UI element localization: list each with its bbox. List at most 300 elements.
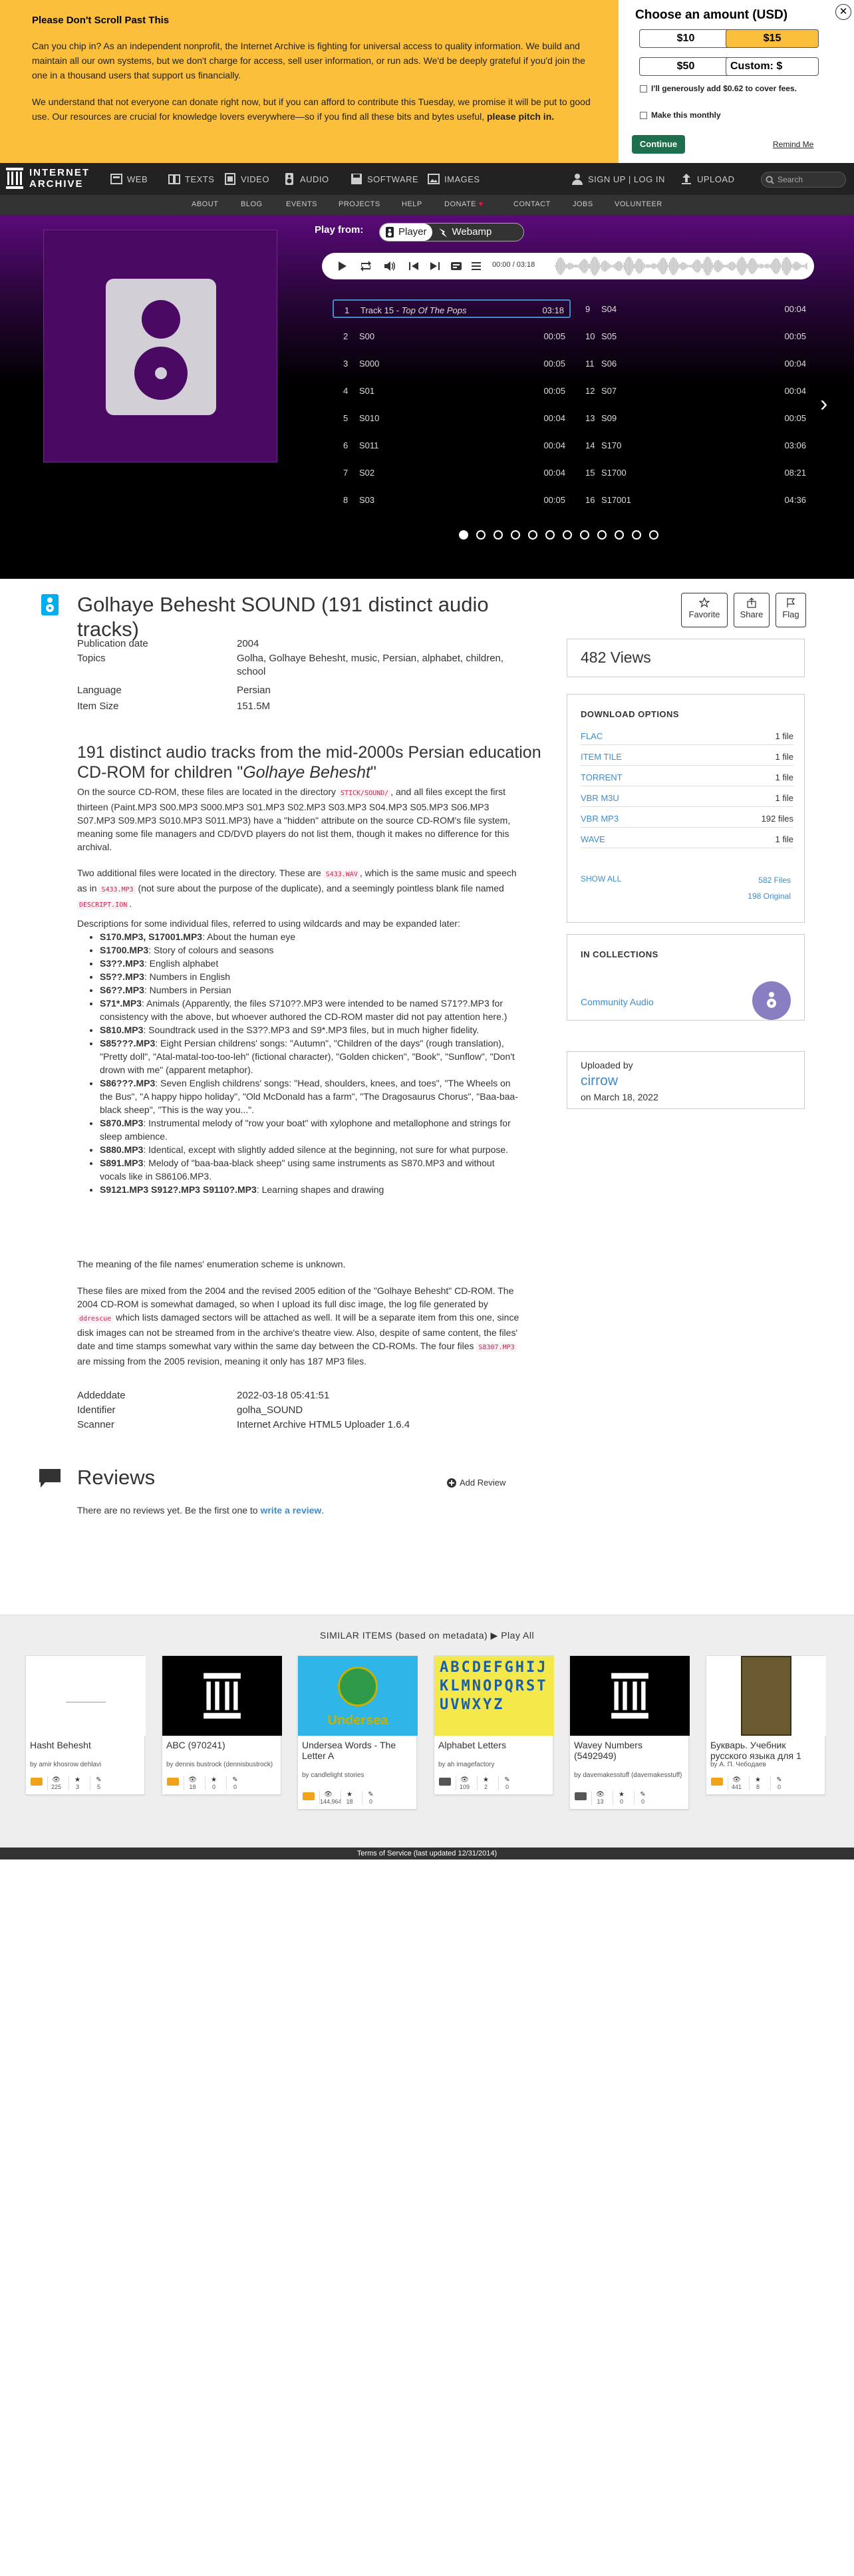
track-number: 6 (343, 440, 349, 450)
download-format-link[interactable]: ITEM TILE (581, 752, 622, 762)
cover-fees-checkbox[interactable] (640, 85, 647, 92)
carousel-dot[interactable] (511, 530, 520, 540)
waveform-bar (560, 257, 561, 275)
waveform-bar (604, 260, 605, 271)
track-title: Track 15 - Top Of The Pops (360, 305, 467, 315)
waveform-bar (754, 260, 755, 273)
track-row[interactable] (333, 327, 571, 345)
star-icon (699, 597, 710, 608)
waveform-bar (674, 258, 675, 275)
subnav-donate[interactable]: DONATE ♥ (444, 200, 484, 208)
similar-item-card[interactable] (162, 1655, 281, 1795)
total-files-link[interactable]: 582 Files (758, 876, 791, 885)
stat-count: 13 (597, 1798, 604, 1805)
search-icon (766, 176, 774, 184)
stat-count: 109 (459, 1784, 470, 1790)
track-duration: 00:05 (543, 386, 565, 396)
waveform-bar (709, 257, 710, 274)
similar-item-stats (302, 1791, 379, 1805)
favorite-button[interactable]: Favorite (681, 593, 728, 627)
favorites-icon: ★ (619, 1791, 625, 1798)
monthly-label: Make this monthly (651, 110, 721, 120)
waveform-bar (790, 262, 791, 271)
play-icon[interactable] (335, 259, 349, 273)
floppy-disk-icon (350, 172, 363, 186)
carousel-dot[interactable] (615, 530, 624, 540)
film-mediatype-icon (166, 1776, 180, 1790)
waveform-bar (773, 260, 774, 272)
close-icon[interactable]: ✕ (835, 4, 851, 20)
track-duration: 00:04 (543, 440, 565, 450)
download-option-row[interactable] (581, 728, 793, 745)
similar-item-card[interactable] (569, 1655, 689, 1810)
nav-video[interactable]: VIDEO (223, 172, 269, 186)
waveform-bar (633, 263, 634, 268)
carousel-dot[interactable] (494, 530, 503, 540)
uploader-link[interactable]: cirrow (581, 1073, 618, 1088)
book-icon (168, 172, 181, 186)
favorites-icon: ★ (74, 1776, 80, 1784)
previous-track-icon[interactable] (407, 259, 420, 273)
playback-time: 00:00 / 03:18 (492, 261, 535, 269)
reviews-icon: ✎ (504, 1776, 510, 1784)
waveform-bar (601, 263, 602, 269)
file-description-item: • S5??.MP3: Numbers in English (100, 970, 523, 983)
waveform-bar (564, 262, 565, 271)
download-option-row[interactable] (581, 831, 793, 848)
waveform-bar (765, 264, 766, 267)
track-row[interactable] (333, 463, 571, 482)
remind-me-link[interactable]: Remind Me (773, 140, 814, 149)
file-description-item: • S71*.MP3: Animals (Apparently, the files S710??.MP3 were intended to be named S71??.MP3 for consistency with the above, but whoever authored the CD-ROM master did not pay attention here.) (100, 997, 523, 1023)
reviews-icon: ✎ (96, 1776, 102, 1784)
file-description-item: • S85???.MP3: Eight Persian childrens' songs: "Autumn", "Children of the days" (rough translation), "Pretty doll", "Atal-matal-too-too-leh" (fictional character), "Golden chicken", "Book", "Sunflow", "Don't drown with me" (apparent metaphor). (100, 1037, 523, 1076)
item-title: Golhaye Behesht SOUND (191 distinct audio tracks) (77, 593, 489, 641)
similar-item-stats (710, 1776, 787, 1790)
track-duration: 00:05 (543, 495, 565, 505)
track-row[interactable] (575, 408, 811, 427)
track-number: 12 (585, 386, 595, 396)
similar-item-title[interactable]: ABC (970241) (166, 1740, 225, 1750)
download-option-row[interactable] (581, 769, 793, 786)
stat-count: 0 (777, 1784, 781, 1790)
book-mediatype-icon (710, 1776, 724, 1790)
subnav-events[interactable]: EVENTS (286, 200, 318, 208)
waveform-bar (608, 263, 609, 269)
description-paragraph-3: Descriptions for some individual files, referred to using wildcards and may be expanded later: (77, 918, 460, 929)
carousel-dot[interactable] (528, 530, 537, 540)
waveform-bar (624, 262, 625, 269)
waveform-bar (600, 265, 601, 267)
track-duration: 00:05 (784, 413, 806, 423)
show-all-link[interactable]: SHOW ALL (581, 874, 622, 884)
download-format-link[interactable]: TORRENT (581, 772, 623, 782)
publication-date-link[interactable]: 2004 (237, 638, 259, 649)
waveform-bar (581, 261, 582, 272)
internet-archive-logo[interactable] (5, 167, 90, 190)
share-button[interactable]: Share (734, 593, 770, 627)
waveform-bar (662, 257, 663, 274)
waveform-bar (621, 263, 622, 269)
track-duration: 04:36 (784, 495, 806, 505)
repeat-icon[interactable] (359, 259, 372, 273)
track-duration: 00:04 (784, 304, 806, 314)
media-theatre (0, 215, 854, 579)
track-title: S04 (601, 304, 617, 314)
waveform-bar (653, 263, 654, 269)
stat-count: 0 (233, 1784, 237, 1790)
file-description-list (100, 930, 523, 1196)
waveform-bar (620, 261, 621, 271)
search-input[interactable]: Search (761, 172, 846, 188)
nav-web[interactable]: WEB (110, 172, 148, 186)
similar-item-thumbnail[interactable] (434, 1656, 554, 1736)
carousel-dot[interactable] (580, 530, 589, 540)
track-number: 8 (343, 495, 349, 505)
custom-amount-input[interactable]: Custom: $ (726, 57, 819, 76)
waveform-bar (629, 257, 630, 275)
similar-item-card[interactable] (434, 1655, 553, 1795)
waveform-bar (734, 263, 735, 269)
amount-50-button[interactable]: $50 (639, 57, 732, 76)
track-number: 10 (585, 331, 595, 341)
footer[interactable]: Terms of Service (last updated 12/31/2014) (0, 1848, 854, 1859)
subnav-contact[interactable]: CONTACT (513, 200, 551, 208)
track-row[interactable] (575, 490, 811, 509)
track-row[interactable] (333, 354, 571, 373)
track-duration: 03:06 (784, 440, 806, 450)
track-number: 3 (343, 359, 349, 369)
waveform-bar (774, 259, 775, 273)
waveform-bar (701, 264, 702, 268)
similar-item-creator: by dennis bustrock (dennisbustrock) (166, 1761, 273, 1768)
uploader-box (567, 1051, 805, 1109)
waveform-bar (702, 263, 703, 269)
similar-item-title[interactable]: Undersea Words - The Letter A (302, 1740, 396, 1761)
waveform-bar (612, 265, 613, 267)
similar-item-thumbnail[interactable] (162, 1656, 282, 1736)
waveform-bar (753, 259, 754, 274)
stat-count: 8 (756, 1784, 760, 1790)
track-row[interactable] (333, 408, 571, 427)
similar-items-section (0, 1615, 854, 1848)
waveform-bar (666, 262, 667, 269)
collections-box (567, 934, 805, 1021)
write-review-link[interactable]: write a review (260, 1505, 322, 1516)
waveform-bar (698, 260, 699, 273)
download-format-link[interactable]: FLAC (581, 731, 603, 741)
similar-item-thumbnail[interactable] (298, 1656, 418, 1736)
description-heading: 191 distinct audio tracks from the mid-2000s Persian education CD-ROM for children "Golhaye Behesht" (77, 743, 541, 782)
waveform-bar (766, 263, 767, 268)
waveform-bar (584, 259, 585, 273)
similar-item-creator: by candlelight stories (302, 1772, 364, 1779)
similar-item-stats (30, 1776, 107, 1790)
track-number: 13 (585, 413, 595, 423)
amount-10-button[interactable]: $10 (639, 29, 732, 48)
topics-links[interactable]: Golha, Golhaye Behesht, music, Persian, alphabet, children, school (237, 653, 504, 677)
flag-icon (785, 597, 796, 608)
waveform-bar (682, 262, 683, 270)
similar-item-card[interactable] (25, 1655, 145, 1795)
waveform-bar (592, 258, 593, 274)
track-duration: 00:04 (784, 359, 806, 369)
carousel-dot[interactable] (476, 530, 486, 540)
collection-thumbnail[interactable] (752, 981, 791, 1020)
waveform-bar (589, 263, 590, 269)
track-title: S02 (359, 468, 375, 478)
waveform-bar (721, 263, 722, 270)
views-icon: 👁 (732, 1776, 741, 1784)
nav-texts[interactable]: TEXTS (168, 172, 214, 186)
waveform-bar (791, 264, 792, 267)
subnav-jobs[interactable]: JOBS (573, 200, 593, 208)
track-row[interactable] (333, 299, 571, 318)
file-description-item: • S870.MP3: Instrumental melody of "row your boat" with xylophone and metallophone and strings for sleep ambience. (100, 1116, 523, 1143)
monthly-checkbox[interactable] (640, 112, 647, 119)
track-number: 5 (343, 413, 349, 423)
continue-button[interactable]: Continue (632, 135, 685, 154)
waveform-bar (714, 262, 715, 269)
track-title: S1700 (601, 468, 627, 478)
amount-15-button[interactable]: $15 (726, 29, 819, 48)
views-box (567, 639, 805, 677)
track-number: 7 (343, 468, 349, 478)
track-duration: 00:05 (543, 331, 565, 341)
track-number: 14 (585, 440, 595, 450)
nav-audio[interactable]: AUDIO (283, 172, 329, 186)
similar-item-thumbnail[interactable] (26, 1656, 146, 1736)
similar-item-card[interactable] (297, 1655, 417, 1810)
download-file-count: 1 file (775, 793, 793, 803)
menu-icon[interactable] (470, 259, 483, 273)
track-title: S09 (601, 413, 617, 423)
stat-count: 0 (505, 1784, 509, 1790)
add-review-button[interactable]: Add Review (447, 1478, 505, 1488)
carousel-dot[interactable] (597, 530, 607, 540)
file-description-item: • S810.MP3: Soundtrack used in the S3??.MP3 and S9*.MP3 files, but in much higher fidelity. (100, 1023, 523, 1037)
waveform-bar (761, 263, 762, 268)
download-file-count: 1 file (775, 834, 793, 844)
track-duration: 00:04 (784, 386, 806, 396)
waveform-bar (670, 259, 671, 273)
play-all-button[interactable]: ▶ Play All (490, 1630, 535, 1641)
track-row[interactable] (575, 463, 811, 482)
waveform-bar (749, 260, 750, 271)
download-format-link[interactable]: VBR MP3 (581, 814, 619, 824)
favorites-icon: ★ (755, 1776, 761, 1784)
carousel-dot[interactable] (649, 530, 658, 540)
stat-count: 5 (96, 1784, 100, 1790)
nav-signin[interactable]: SIGN UP | LOG IN (571, 172, 665, 186)
waveform-bar (569, 263, 570, 269)
stat-count: 18 (189, 1784, 196, 1790)
film-icon (223, 172, 237, 186)
waveform-bar (794, 262, 795, 270)
carousel-dot[interactable] (459, 530, 468, 540)
track-number: 16 (585, 495, 595, 505)
similar-item-thumbnail[interactable] (570, 1656, 690, 1736)
track-row[interactable] (575, 327, 811, 345)
waveform-bar (782, 261, 783, 271)
share-icon (746, 597, 757, 608)
similar-item-title[interactable]: Hasht Behesht (30, 1740, 91, 1750)
cover-fees-row[interactable] (640, 84, 833, 94)
volume-icon[interactable] (383, 259, 396, 273)
waveform-bar (605, 261, 606, 271)
favorites-icon: ★ (347, 1791, 353, 1798)
reviews-icon: ✎ (640, 1791, 646, 1798)
audio-mediatype-icon (574, 1791, 587, 1805)
download-options-heading: DOWNLOAD OPTIONS (581, 709, 680, 719)
webamp-lightning-icon (438, 227, 448, 238)
track-number: 1 (345, 305, 350, 315)
next-track-icon[interactable] (428, 259, 442, 273)
waveform-bar (706, 257, 707, 275)
waveform-bar (617, 261, 618, 271)
similar-item-thumbnail[interactable] (706, 1656, 826, 1736)
waveform-bar (787, 257, 788, 275)
track-number: 9 (585, 304, 591, 314)
waveform-bar (726, 265, 727, 267)
waveform-bar (778, 260, 779, 272)
file-description-item: • S891.MP3: Melody of "baa-baa-black sheep" using same instruments as S870.MP3 and without vocals like in S86106.MP3. (100, 1156, 523, 1183)
track-row[interactable] (333, 436, 571, 454)
description-paragraph-5: These files are mixed from the 2004 and the revised 2005 edition of the "Golhaye Behesht" CD-ROM. The 2004 CD-ROM is somewhat damaged, so when I upload its full disc image, the log file generated by ddrescue which lists damaged sectors will be attached as well. It will be a separate item from this one, since disk images can not be streamed from in the archive's theatre view. Also, despite of same content, the files' date and time stamps somewhat vary within the same day between the CD-ROMs. The four files S8307.MP3 are missing from the 2005 revision, meaning it only has 187 MP3 files. (77, 1285, 519, 1367)
waveform-bar (729, 263, 730, 269)
download-format-link[interactable]: WAVE (581, 834, 605, 844)
subnav-help[interactable]: HELP (402, 200, 422, 208)
subnav-volunteer[interactable]: VOLUNTEER (615, 200, 662, 208)
webamp-option[interactable]: Webamp (432, 224, 498, 241)
file-description-item: • S6??.MP3: Numbers in Persian (100, 983, 523, 997)
waveform-bar (802, 265, 803, 267)
waveform-bar (694, 261, 695, 271)
download-options-box (567, 694, 805, 923)
download-option-row[interactable] (581, 748, 793, 766)
waveform-bar (770, 264, 771, 268)
subnav-about[interactable]: ABOUT (192, 200, 219, 208)
reviews-heading: Reviews (77, 1466, 156, 1489)
uploaded-by-label: Uploaded by (581, 1060, 633, 1070)
player-option[interactable]: Player (380, 224, 432, 241)
nav-upload[interactable]: UPLOAD (680, 172, 734, 186)
track-row[interactable] (575, 436, 811, 454)
logo-text-line1: INTERNET (29, 167, 90, 178)
waveform-bar (654, 263, 655, 269)
waveform-bar (746, 264, 747, 268)
waveform-bar (722, 264, 723, 268)
views-icon: 👁 (324, 1791, 333, 1798)
waveform-bar (565, 264, 566, 268)
file-description-item: • S880.MP3: Identical, except with slightly added silence at the beginning, not sure for what purpose. (100, 1143, 523, 1156)
similar-item-title[interactable]: Alphabet Letters (438, 1740, 506, 1750)
original-files-link[interactable]: 198 Original (748, 891, 791, 901)
track-row[interactable] (333, 490, 571, 509)
file-description-item: • S3??.MP3: English alphabet (100, 957, 523, 970)
track-number: 11 (585, 359, 595, 369)
image-mediatype-icon (438, 1776, 452, 1790)
description-paragraph-2: Two additional files were located in the directory. These are S433.WAV , which is the same music and speech as in S433.MP3 (not sure about the purpose of the duplicate), and a seemingly pointless blank file named DESCRIPT.ION . (77, 868, 517, 909)
subnav-projects[interactable]: PROJECTS (339, 200, 380, 208)
carousel-dot[interactable] (563, 530, 572, 540)
stat-count: 0 (640, 1798, 644, 1805)
donate-panel (619, 0, 854, 163)
speaker-icon (283, 172, 296, 186)
waveform-bar (798, 263, 799, 269)
play-icon: ▶ (490, 1630, 498, 1641)
waveform-bar (641, 260, 642, 272)
waveform-bar (697, 259, 698, 273)
file-description-item: • S86???.MP3: Seven English childrens' songs: "Head, shoulders, knees, and toes", "The Wheels on the Bus", "A happy hippo holiday", "Old McDonald has a farm", "The Dragosaurus Chorus", "Baa-baa-black sheep", "This is the way you...". (100, 1076, 523, 1116)
monthly-row[interactable] (640, 110, 721, 120)
waveform-bar (646, 264, 647, 268)
track-title: S00 (359, 331, 375, 341)
track-row[interactable] (575, 299, 811, 318)
chevron-right-icon[interactable]: › (820, 391, 828, 416)
donate-panel-title: Choose an amount (USD) (635, 8, 788, 22)
waveform-scrubber[interactable] (555, 255, 807, 277)
subnav-blog[interactable]: BLOG (241, 200, 263, 208)
nav-images[interactable]: IMAGES (427, 172, 480, 186)
download-option-row[interactable] (581, 790, 793, 807)
collection-link[interactable]: Community Audio (581, 997, 654, 1007)
carousel-dot[interactable] (545, 530, 555, 540)
favorites-icon: ★ (483, 1776, 489, 1784)
image-icon (427, 172, 440, 186)
similar-item-creator: by ah imagefactory (438, 1761, 495, 1768)
track-row[interactable] (333, 381, 571, 400)
file-description-item: • S9121.MP3 S912?.MP3 S9110?.MP3: Learning shapes and drawing (100, 1183, 523, 1196)
track-row[interactable] (575, 381, 811, 400)
waveform-bar (628, 257, 629, 275)
nav-software[interactable]: SOFTWARE (350, 172, 418, 186)
waveform-bar (686, 264, 687, 267)
waveform-bar (806, 263, 807, 269)
download-option-row[interactable] (581, 810, 793, 828)
track-number: 4 (343, 386, 349, 396)
waveform-bar (710, 260, 711, 273)
waveform-bar (777, 259, 778, 274)
upload-date: on March 18, 2022 (581, 1092, 658, 1102)
stat-count: 225 (51, 1784, 62, 1790)
waveform-bar (613, 265, 614, 268)
views-icon: 👁 (52, 1776, 61, 1784)
similar-item-stats (574, 1791, 651, 1805)
user-icon (571, 172, 584, 186)
similar-item-card[interactable] (706, 1655, 825, 1795)
waveform-bar (795, 261, 796, 271)
stat-count: 0 (368, 1798, 372, 1805)
similar-item-title[interactable]: Wavey Numbers (5492949) (574, 1740, 642, 1761)
waveform-bar (669, 261, 670, 270)
waveform-bar (650, 265, 651, 268)
playlist-icon[interactable] (450, 259, 463, 273)
reviews-speech-bubble-icon (39, 1468, 61, 1488)
carousel-dot[interactable] (632, 530, 641, 540)
carousel-dots (459, 530, 658, 540)
top-navigation (0, 163, 854, 195)
plus-circle-icon (447, 1478, 456, 1488)
similar-item-title[interactable]: Букварь. Учебник русского языка для 1 (710, 1740, 801, 1761)
flag-button[interactable]: Flag (776, 593, 806, 627)
download-format-link[interactable]: VBR M3U (581, 793, 619, 803)
heart-icon: ♥ (478, 200, 484, 208)
track-row[interactable] (575, 354, 811, 373)
language-link[interactable]: Persian (237, 685, 271, 696)
film-mediatype-icon (302, 1791, 315, 1805)
track-title: S03 (359, 495, 375, 505)
